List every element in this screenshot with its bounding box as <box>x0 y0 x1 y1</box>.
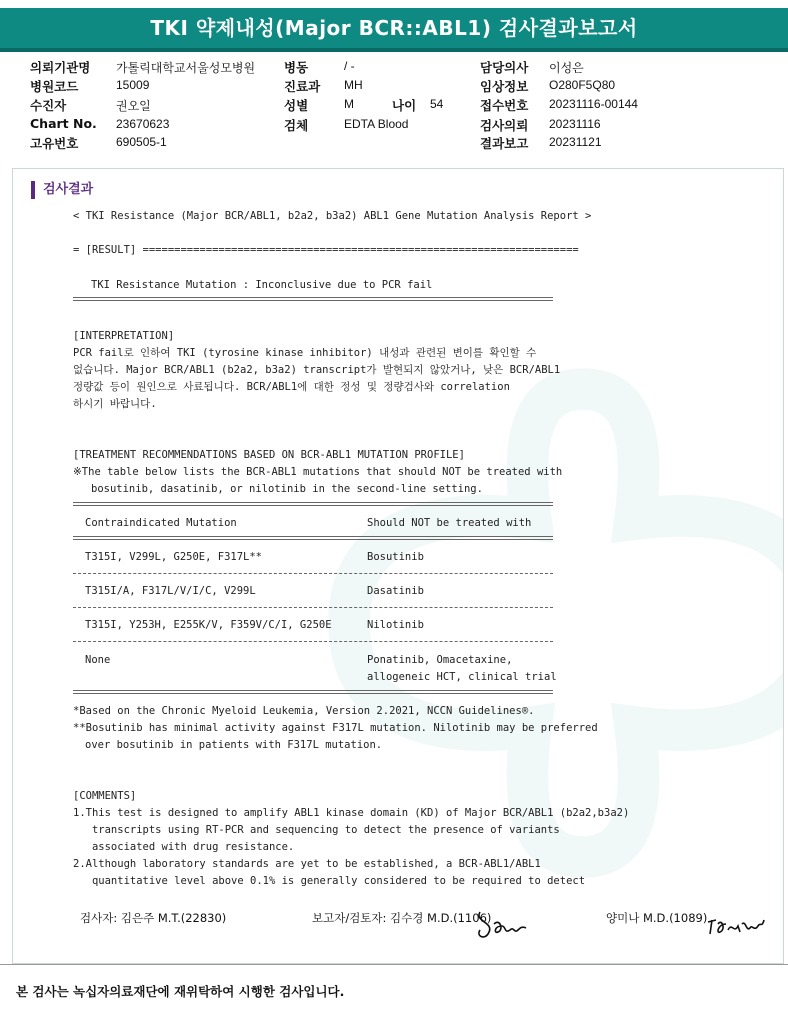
age-value: 54 <box>430 97 444 111</box>
sex-value: M <box>344 97 354 111</box>
hospital-code-label: 병원코드 <box>30 79 79 94</box>
institution-value: 가톨릭대학교서울성모병원 <box>116 61 256 75</box>
table-row-drug: allogeneic HCT, clinical trial <box>367 671 557 683</box>
table-row-drug: Ponatinib, Omacetaxine, <box>367 654 513 666</box>
footnote: *Based on the Chronic Myeloid Leukemia, Version 2.2021, NCCN Guidelines®. <box>73 705 535 717</box>
ward-label: 병동 <box>284 60 309 75</box>
table-row-mutation: T315I, Y253H, E255K/V, F359V/C/I, G250E <box>85 619 332 631</box>
sex-label: 성별 <box>284 98 309 113</box>
divider <box>73 573 553 574</box>
unique-no-value: 690505-1 <box>116 135 167 149</box>
interpretation-line: 없습니다. Major BCR/ABL1 (b2a2, b3a2) transcript가 발현되지 않았거나, 낮은 BCR/ABL1 <box>73 364 561 376</box>
doctor-value: 이성은 <box>549 61 584 75</box>
hospital-code-value: 15009 <box>116 78 150 92</box>
report-date-value: 20231121 <box>549 135 602 149</box>
divider <box>73 502 553 506</box>
table-row-mutation: None <box>85 654 111 666</box>
interpretation-line: 하시기 바랍니다. <box>73 398 157 410</box>
reception-value: 20231116-00144 <box>549 97 638 111</box>
clinical-label: 임상정보 <box>480 79 529 94</box>
report-label: 결과보고 <box>480 136 529 151</box>
unique-no-label: 고유번호 <box>30 136 79 151</box>
table-header-drug: Should NOT be treated with <box>367 517 532 529</box>
comment-line: transcripts using RT-PCR and sequencing to detect the presence of variants <box>73 824 560 836</box>
report-header: < TKI Resistance (Major BCR/ABL1, b2a2, b3a2) ABL1 Gene Mutation Analysis Report > <box>73 210 592 222</box>
result-line: TKI Resistance Mutation : Inconclusive due to PCR fail <box>91 279 433 291</box>
dept-label: 진료과 <box>284 79 321 94</box>
comment-line: 2.Although laboratory standards are yet to be established, a BCR-ABL1/ABL1 <box>73 858 541 870</box>
comments-heading: [COMMENTS] <box>73 790 137 802</box>
divider <box>73 607 553 608</box>
patient-label: 수진자 <box>30 98 67 113</box>
request-label: 검사의뢰 <box>480 118 529 133</box>
handwritten-signature-icon <box>704 906 768 940</box>
interpretation-line: PCR fail로 인하여 TKI (tyrosine kinase inhibitor) 내성과 관련된 변이를 확인할 수 <box>73 347 537 359</box>
handwritten-signature-icon <box>474 904 538 944</box>
tester-signature-line: 검사자: 김은주 M.T.(22830) <box>80 911 227 925</box>
chart-no-value: 23670623 <box>116 117 170 131</box>
comment-line: 1.This test is designed to amplify ABL1 kinase domain (KD) of Major BCR/ABL1 (b2a2,b3a2) <box>73 807 630 819</box>
interpretation-heading: [INTERPRETATION] <box>73 330 175 342</box>
comment-line: quantitative level above 0.1% is generally considered to be required to detect <box>73 875 586 887</box>
divider <box>73 641 553 642</box>
footer <box>0 964 788 1017</box>
third-signature-line: 양미나 M.D.(1089) <box>606 911 708 925</box>
treatment-note: ※The table below lists the BCR-ABL1 mutations that should NOT be treated with <box>73 466 563 478</box>
report-title: TKI 약제내성(Major BCR::ABL1) 검사결과보고서 <box>0 8 788 52</box>
footnote: **Bosutinib has minimal activity against F317L mutation. Nilotinib may be preferred <box>73 722 598 734</box>
divider <box>73 690 553 694</box>
footer-note: 본 검사는 녹십자의료재단에 재위탁하여 시행한 검사입니다. <box>16 984 345 999</box>
reception-label: 접수번호 <box>480 98 529 113</box>
specimen-value: EDTA Blood <box>344 117 409 131</box>
section-title: 검사결과 <box>31 181 93 199</box>
institution-label: 의뢰기관명 <box>30 60 91 75</box>
table-row-drug: Nilotinib <box>367 619 424 631</box>
treatment-heading: [TREATMENT RECOMMENDATIONS BASED ON BCR-ABL1 MUTATION PROFILE] <box>73 449 465 461</box>
reviewer-signature-line: 보고자/검토자: 김수경 M.D.(1106) <box>312 911 492 925</box>
patient-value: 권오일 <box>116 99 151 113</box>
result-heading: = [RESULT] ===================================================================== <box>73 244 579 256</box>
divider <box>73 297 553 301</box>
request-date-value: 20231116 <box>549 117 601 131</box>
table-row-mutation: T315I/A, F317L/V/I/C, V299L <box>85 585 256 597</box>
table-row-drug: Bosutinib <box>367 551 424 563</box>
doctor-label: 담당의사 <box>480 60 529 75</box>
interpretation-line: 정량값 등이 원인으로 사료됩니다. BCR/ABL1에 대한 정성 및 정량검사와 correlation <box>73 381 510 393</box>
report-body <box>12 168 784 964</box>
comment-line: associated with drug resistance. <box>73 841 295 853</box>
specimen-label: 검체 <box>284 118 309 133</box>
treatment-note: bosutinib, dasatinib, or nilotinib in the second-line setting. <box>91 483 483 495</box>
ward-value: / - <box>344 59 355 73</box>
table-row-mutation: T315I, V299L, G250E, F317L** <box>85 551 263 563</box>
table-row-drug: Dasatinib <box>367 585 424 597</box>
dept-value: MH <box>344 78 363 92</box>
divider <box>73 536 553 540</box>
table-header-mutation: Contraindicated Mutation <box>85 517 237 529</box>
clinical-value: O280F5Q80 <box>549 78 616 92</box>
age-label: 나이 <box>392 98 417 113</box>
chart-no-label: Chart No. <box>30 116 97 131</box>
patient-info <box>0 56 788 152</box>
footnote: over bosutinib in patients with F317L mutation. <box>85 739 383 751</box>
